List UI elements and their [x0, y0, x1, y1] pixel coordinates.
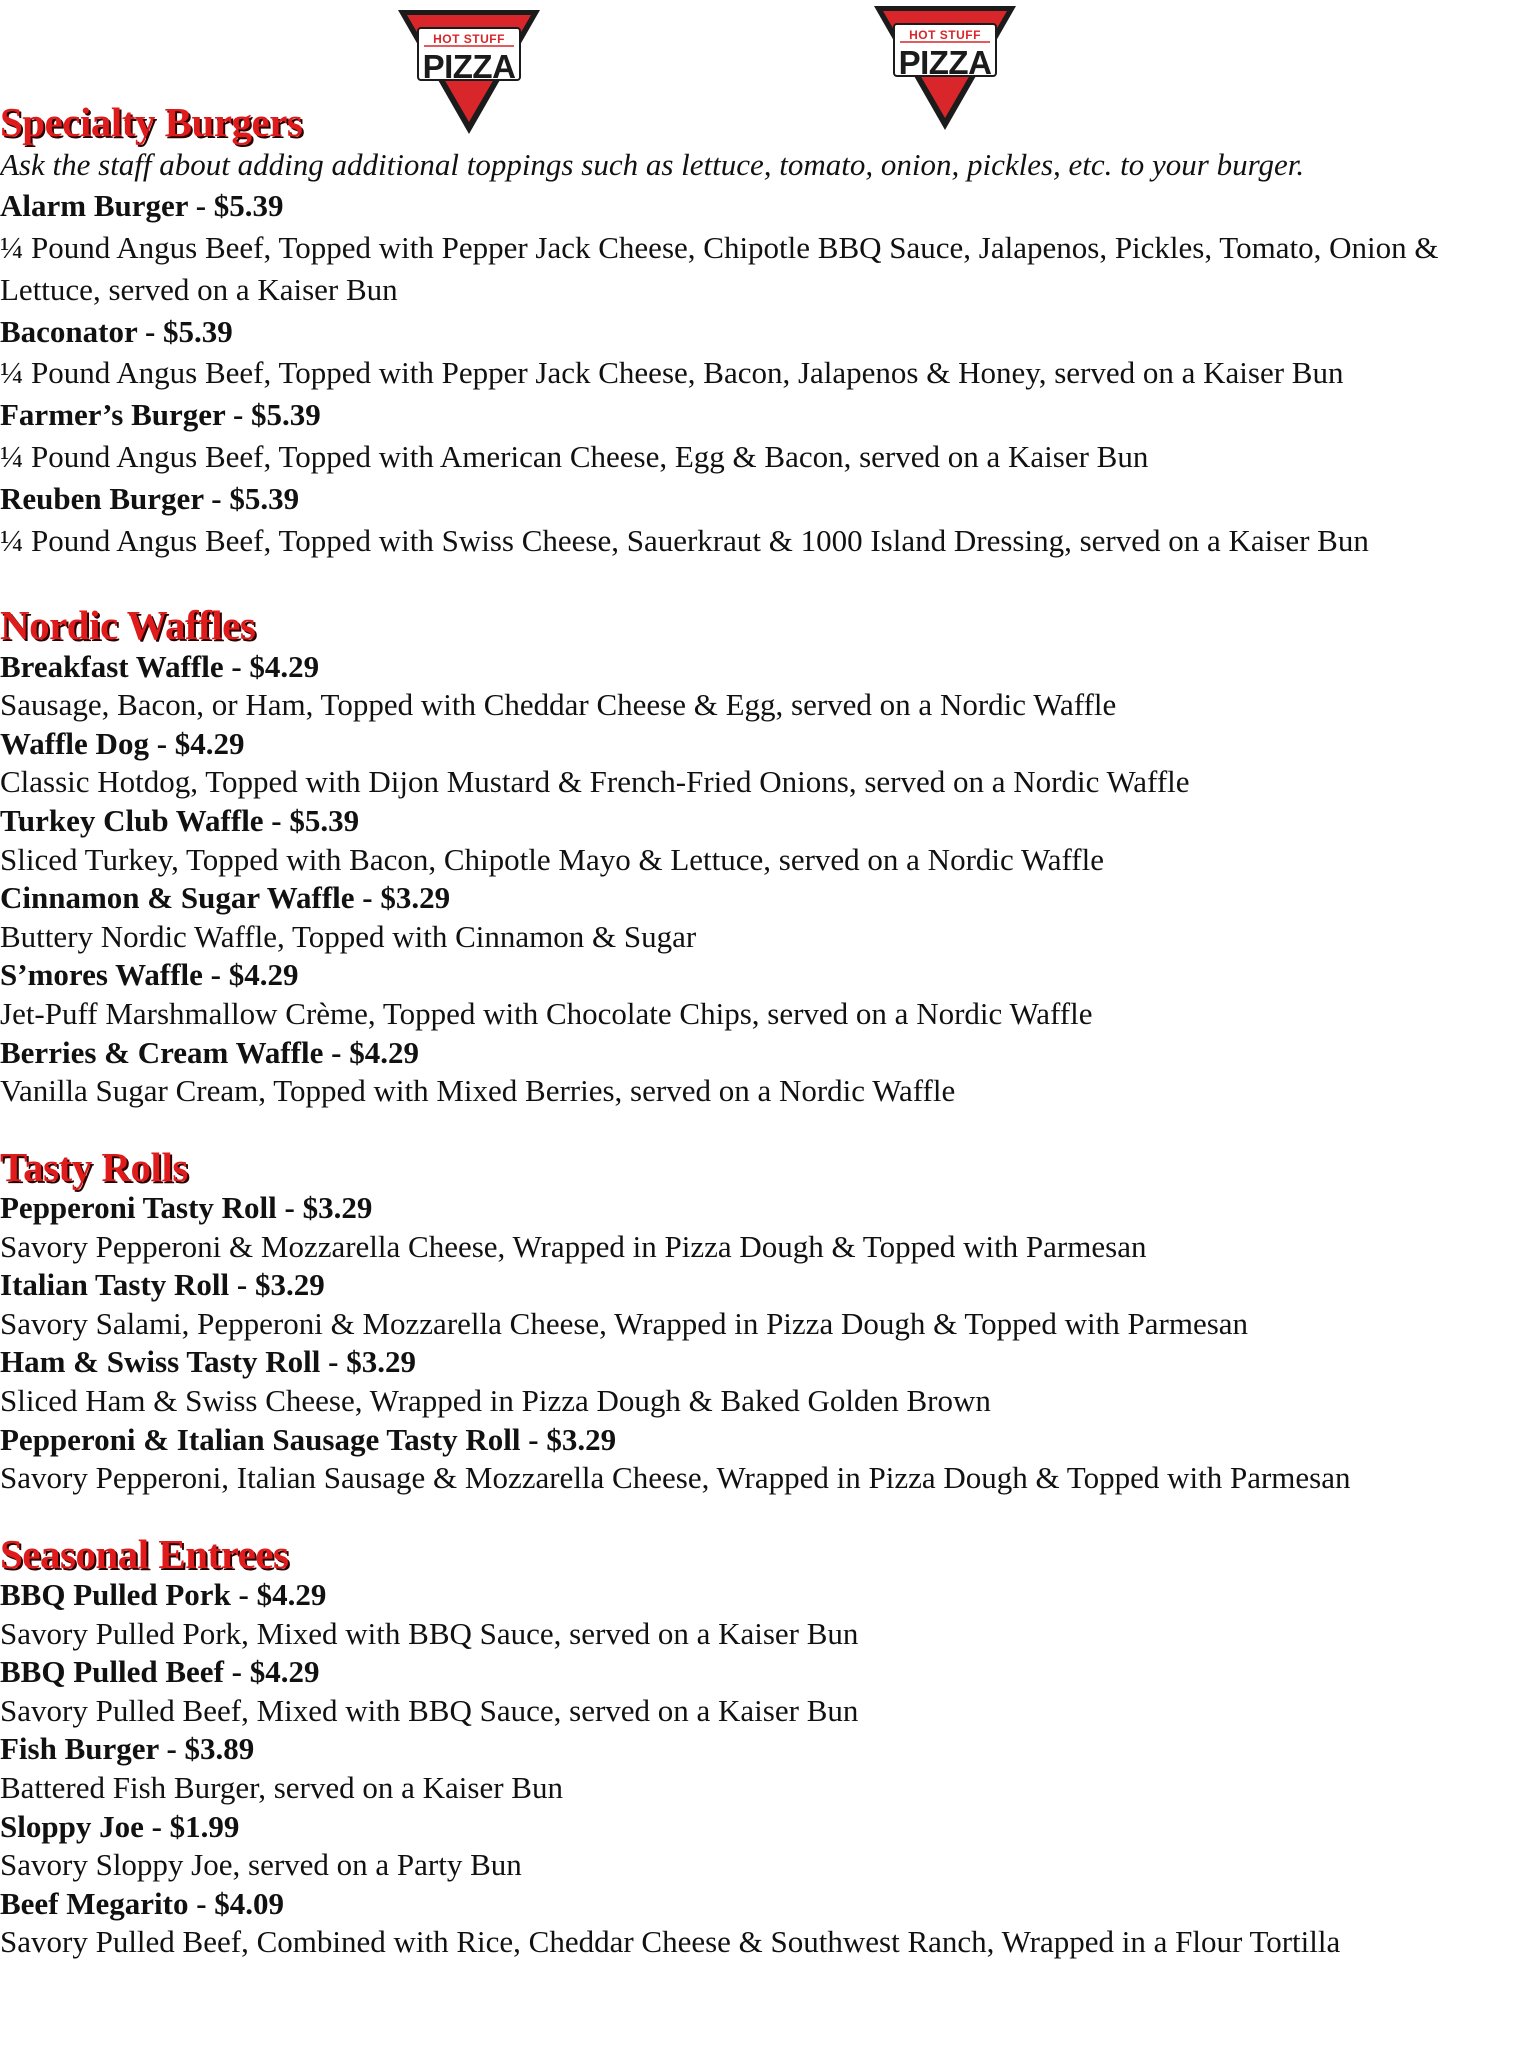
menu-item: [0, 1189, 1513, 1266]
section-heading: Nordic Waffles: [0, 602, 256, 649]
item-description: ¼ Pound Angus Beef, Topped with Pepper Jack Cheese, Bacon, Jalapenos & Honey, served on a Kaiser Bun: [0, 355, 1344, 391]
item-name-price: Waffle Dog - $4.29: [0, 725, 245, 761]
item-description: Sliced Turkey, Topped with Bacon, Chipotle Mayo & Lettuce, served on a Nordic Waffle: [0, 841, 1104, 877]
menu-item: [0, 185, 1513, 310]
item-name-price: Alarm Burger - $5.39: [0, 188, 284, 224]
item-description: Savory Pepperoni, Italian Sausage & Mozzarella Cheese, Wrapped in Pizza Dough & Topped with Parmesan: [0, 1460, 1351, 1496]
item-name-price: BBQ Pulled Pork - $4.29: [0, 1577, 327, 1613]
menu-item: [0, 1421, 1513, 1498]
item-name-price: Italian Tasty Roll - $3.29: [0, 1267, 325, 1303]
logo-top-text: HOT STUFF: [909, 28, 981, 42]
item-name-price: Pepperoni & Italian Sausage Tasty Roll - $3.29: [0, 1421, 617, 1457]
item-name-price: Ham & Swiss Tasty Roll - $3.29: [0, 1344, 416, 1380]
item-name-price: Breakfast Waffle - $4.29: [0, 648, 320, 684]
item-name-price: Berries & Cream Waffle - $4.29: [0, 1034, 419, 1070]
logo-top-text: HOT STUFF: [433, 32, 505, 46]
menu-item: [0, 802, 1513, 879]
item-description: Battered Fish Burger, served on a Kaiser Bun: [0, 1770, 563, 1806]
item-description: Savory Salami, Pepperoni & Mozzarella Cheese, Wrapped in Pizza Dough & Topped with Parmesan: [0, 1305, 1249, 1341]
item-name-price: BBQ Pulled Beef - $4.29: [0, 1654, 320, 1690]
item-name-price: Farmer’s Burger - $5.39: [0, 397, 321, 433]
menu-item: [0, 1885, 1513, 1962]
menu-item-list: [0, 1576, 1513, 1962]
item-description: Vanilla Sugar Cream, Topped with Mixed Berries, served on a Nordic Waffle: [0, 1073, 956, 1109]
section-note: Ask the staff about adding additional toppings such as lettuce, tomato, onion, pickles, etc. to your burger.: [0, 147, 1305, 183]
item-description: Jet-Puff Marshmallow Crème, Topped with Chocolate Chips, served on a Nordic Waffle: [0, 996, 1093, 1032]
menu-item: [0, 1653, 1513, 1730]
menu-content: [0, 100, 1513, 1996]
section-heading: Tasty Rolls: [0, 1143, 188, 1190]
item-name-price: Reuben Burger - $5.39: [0, 480, 300, 516]
logo-main-text: PIZZA: [422, 48, 516, 85]
menu-item-list: [0, 1189, 1513, 1498]
menu-item: [0, 725, 1513, 802]
menu-item-list: [0, 185, 1513, 561]
logo-main-text: PIZZA: [898, 44, 992, 81]
item-description: Savory Pulled Pork, Mixed with BBQ Sauce, served on a Kaiser Bun: [0, 1615, 859, 1651]
item-name-price: Baconator - $5.39: [0, 313, 233, 349]
menu-item: [0, 879, 1513, 956]
item-description: ¼ Pound Angus Beef, Topped with Swiss Cheese, Sauerkraut & 1000 Island Dressing, served on a Kaiser Bun: [0, 522, 1369, 558]
item-description: Savory Pulled Beef, Combined with Rice, Cheddar Cheese & Southwest Ranch, Wrapped in a Flour Tortilla: [0, 1924, 1341, 1960]
menu-item: [0, 1343, 1513, 1420]
item-description: Savory Pepperoni & Mozzarella Cheese, Wrapped in Pizza Dough & Topped with Parmesan: [0, 1228, 1147, 1264]
menu-item: [0, 956, 1513, 1033]
menu-item: [0, 1266, 1513, 1343]
item-description: Savory Pulled Beef, Mixed with BBQ Sauce, served on a Kaiser Bun: [0, 1692, 859, 1728]
menu-item: [0, 311, 1513, 395]
item-description: ¼ Pound Angus Beef, Topped with Pepper Jack Cheese, Chipotle BBQ Sauce, Jalapenos, Pickles, Tomato, Onion & Lettuce, served on a Kaiser Bun: [0, 230, 1439, 307]
menu-item: [0, 648, 1513, 725]
section-heading: Specialty Burgers: [0, 99, 303, 145]
item-name-price: Pepperoni Tasty Roll - $3.29: [0, 1190, 373, 1226]
item-name-price: S’mores Waffle - $4.29: [0, 957, 299, 993]
menu-item: [0, 1808, 1513, 1885]
item-description: Classic Hotdog, Topped with Dijon Mustard & French-Fried Onions, served on a Nordic Waffle: [0, 764, 1190, 800]
menu-item: [0, 478, 1513, 562]
item-name-price: Sloppy Joe - $1.99: [0, 1808, 240, 1844]
menu-item: [0, 1576, 1513, 1653]
item-description: ¼ Pound Angus Beef, Topped with American Cheese, Egg & Bacon, served on a Kaiser Bun: [0, 439, 1149, 475]
item-description: Buttery Nordic Waffle, Topped with Cinnamon & Sugar: [0, 918, 697, 954]
item-description: Sliced Ham & Swiss Cheese, Wrapped in Pizza Dough & Baked Golden Brown: [0, 1383, 991, 1419]
item-name-price: Turkey Club Waffle - $5.39: [0, 803, 360, 839]
menu-item: [0, 1034, 1513, 1111]
menu-item: [0, 394, 1513, 478]
menu-item: [0, 1730, 1513, 1807]
section-nordic-waffles: [0, 603, 1513, 1110]
item-name-price: Cinnamon & Sugar Waffle - $3.29: [0, 880, 451, 916]
section-seasonal-entrees: [0, 1532, 1513, 1962]
menu-item-list: [0, 648, 1513, 1111]
item-description: Sausage, Bacon, or Ham, Topped with Cheddar Cheese & Egg, served on a Nordic Waffle: [0, 687, 1117, 723]
section-tasty-rolls: [0, 1145, 1513, 1498]
section-specialty-burgers: [0, 100, 1513, 561]
section-heading: Seasonal Entrees: [0, 1530, 289, 1577]
item-description: Savory Sloppy Joe, served on a Party Bun: [0, 1847, 522, 1883]
item-name-price: Fish Burger - $3.89: [0, 1731, 255, 1767]
item-name-price: Beef Megarito - $4.09: [0, 1885, 285, 1921]
